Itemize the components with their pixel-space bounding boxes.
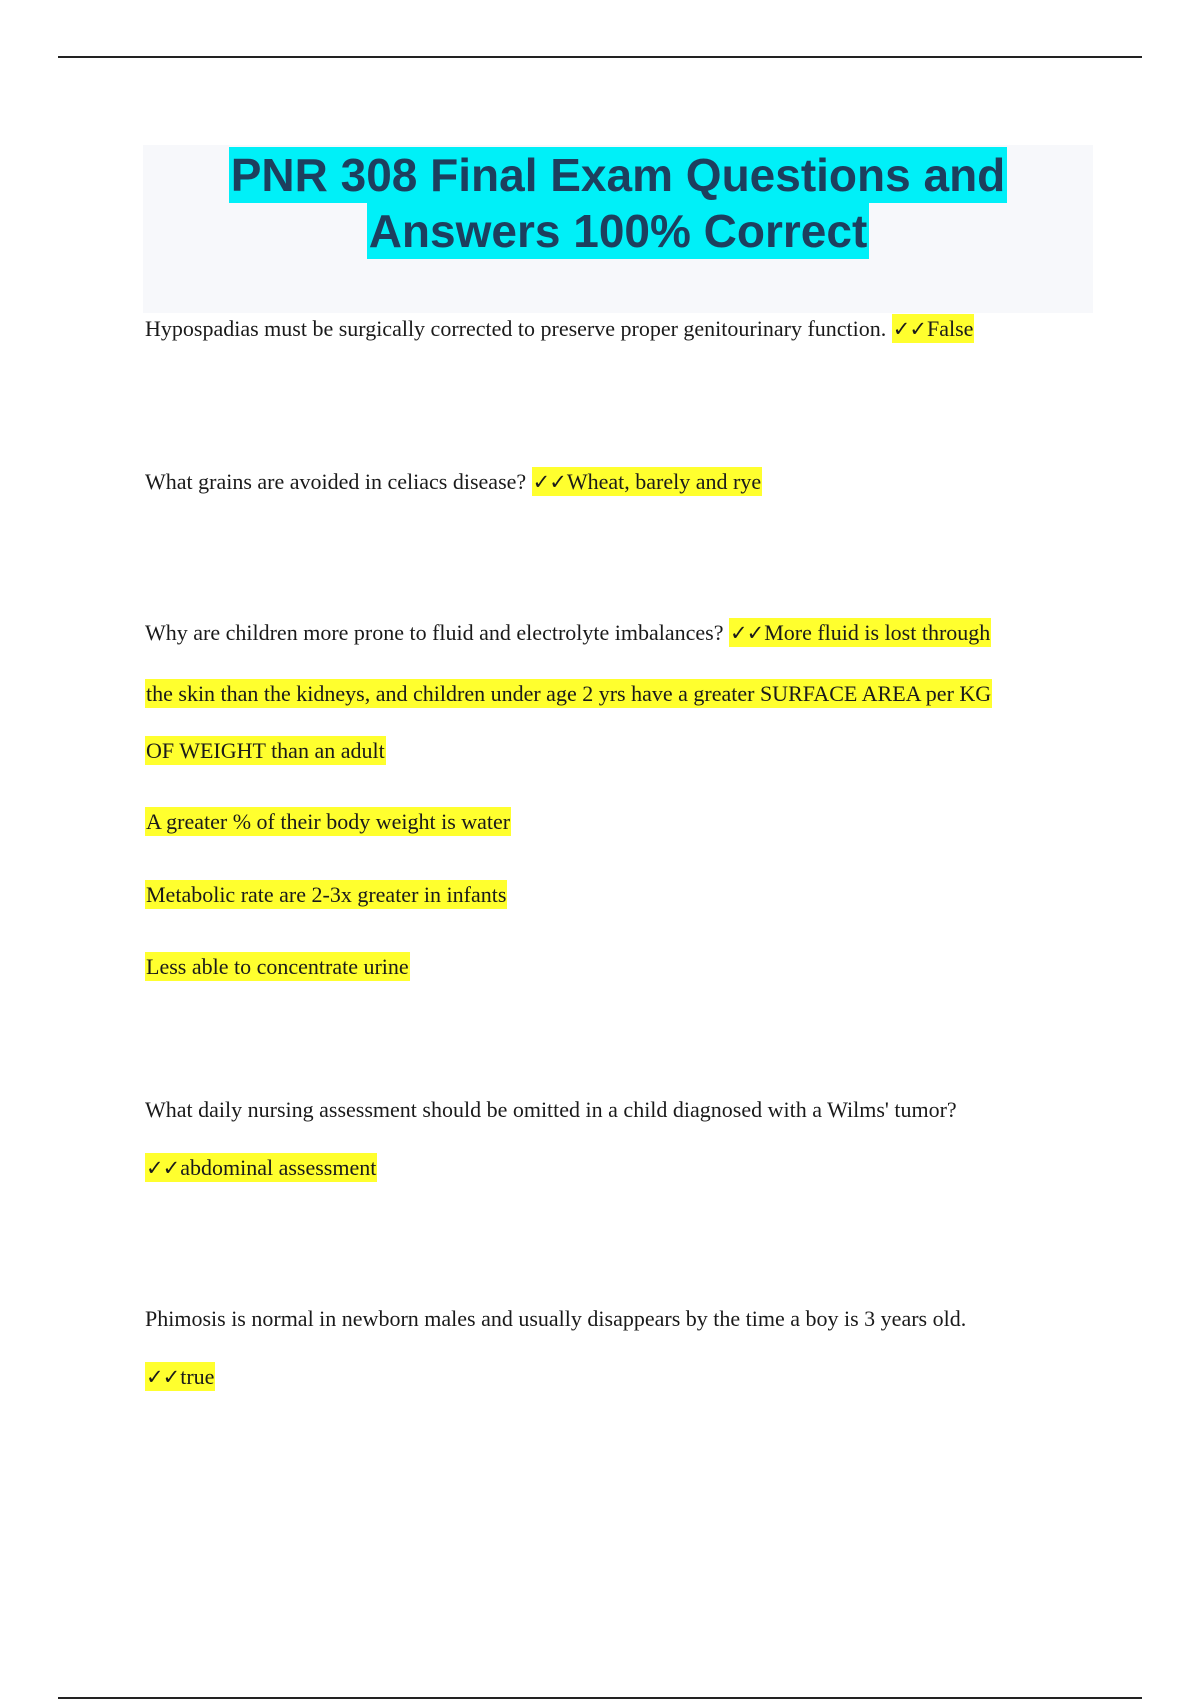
answer-text: More fluid is lost through <box>764 620 991 645</box>
question-text: Why are children more prone to fluid and electrolyte imbalances? <box>145 620 724 645</box>
double-check-icon: ✓✓ <box>729 621 764 645</box>
question-text: Hypospadias must be surgically corrected to preserve proper genitourinary function. <box>145 316 887 341</box>
question-text: What daily nursing assessment should be omitted in a child diagnosed with a Wilms' tumor? <box>145 1097 957 1122</box>
qa-item-3-answer-line-2 <box>145 679 992 709</box>
double-check-icon: ✓✓ <box>146 1156 180 1180</box>
qa-item-3-answer-line-6 <box>145 952 410 982</box>
question-text: Phimosis is normal in newborn males and usually disappears by the time a boy is 3 years old. <box>145 1306 967 1331</box>
qa-item-3-answer-line-5 <box>145 880 507 910</box>
answer-text: OF WEIGHT than an adult <box>146 738 385 763</box>
document-title-line-1: PNR 308 Final Exam Questions and <box>230 149 1006 201</box>
answer-text: False <box>926 316 974 341</box>
double-check-icon: ✓✓ <box>892 317 926 341</box>
qa-item-3-answer-line-3 <box>145 736 386 766</box>
answer-text: Less able to concentrate urine <box>146 954 409 979</box>
answer-highlight <box>145 1362 215 1391</box>
question-text: What grains are avoided in celiacs disease? <box>145 469 527 494</box>
qa-item-5 <box>145 1304 966 1334</box>
answer-highlight <box>892 314 975 343</box>
top-rule <box>58 56 1142 58</box>
answer-text: Wheat, barely and rye <box>566 469 762 494</box>
qa-item-1 <box>145 314 974 344</box>
answer-text: A greater % of their body weight is water <box>146 809 511 834</box>
qa-item-3 <box>145 618 991 648</box>
bottom-rule <box>58 1697 1142 1699</box>
answer-text: true <box>180 1364 215 1389</box>
answer-text: abdominal assessment <box>180 1155 377 1180</box>
answer-text: the skin than the kidneys, and children under age 2 yrs have a greater SURFACE AREA per KG <box>146 681 992 706</box>
double-check-icon: ✓✓ <box>532 470 566 494</box>
answer-highlight <box>729 618 991 647</box>
title-block <box>143 145 1093 313</box>
answer-highlight <box>532 467 762 496</box>
qa-item-4 <box>145 1095 957 1125</box>
qa-item-5-answer <box>145 1362 215 1392</box>
answer-highlight <box>145 1153 377 1182</box>
document-title-line-2: Answers 100% Correct <box>368 205 868 257</box>
double-check-icon: ✓✓ <box>146 1365 180 1389</box>
answer-text: Metabolic rate are 2-3x greater in infants <box>146 882 507 907</box>
qa-item-2 <box>145 467 762 497</box>
qa-item-4-answer <box>145 1153 377 1183</box>
qa-item-3-answer-line-4 <box>145 807 511 837</box>
